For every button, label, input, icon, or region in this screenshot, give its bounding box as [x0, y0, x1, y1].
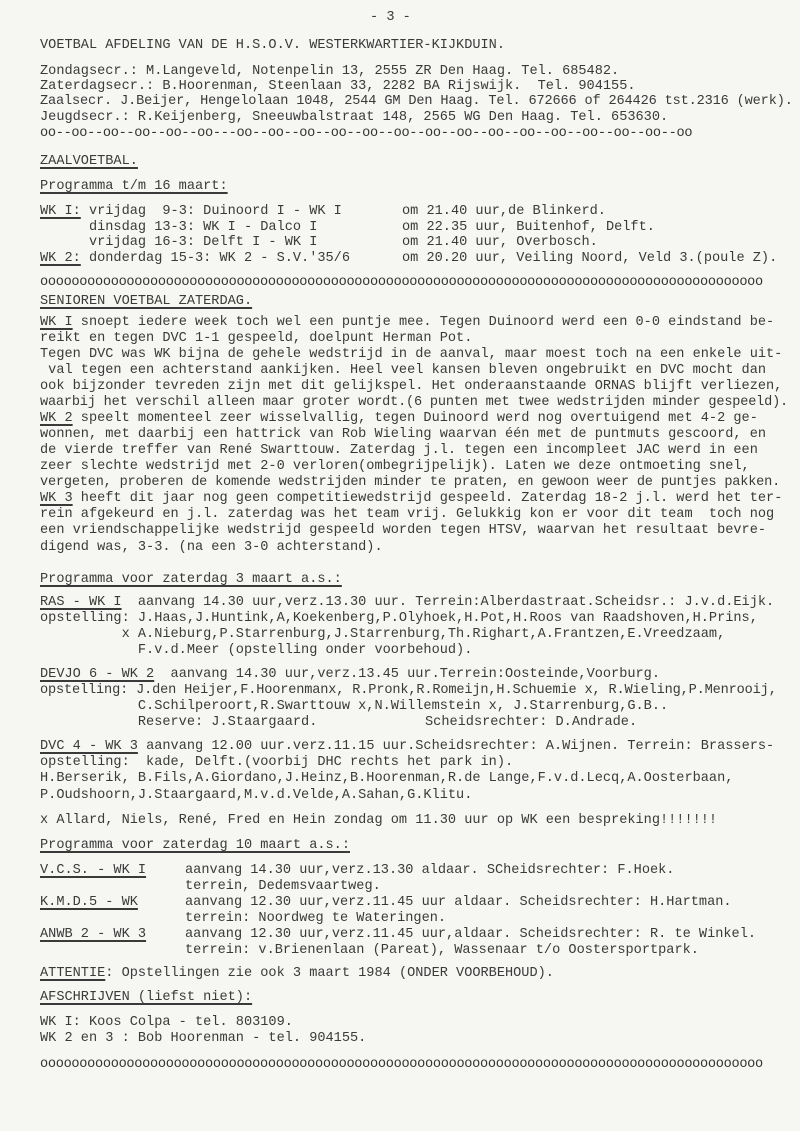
contact-line: Zondagsecr.: M.Langeveld, Notenpelin 13, 2555 ZR Den Haag. Tel. 685482.	[40, 64, 620, 79]
match-detail: terrein: Noordweg te Wateringen.	[185, 911, 447, 926]
section-heading-senioren: SENIOREN VOETBAL ZATERDAG.	[40, 294, 253, 309]
report-line: zeer slechte wedstrijd met 2-0 verloren(ombegrijpelijk). Laten we deze ontmoeting snel,	[40, 459, 750, 474]
report-line: vergeten, proberen de komende wedstrijden minder te praten, en gewoon weer de puntjes pakken.	[40, 475, 781, 490]
reserve-line: Reserve: J.Staargaard. Scheidsrechter: D.Andrade.	[40, 715, 638, 730]
program-heading: Programma t/m 16 maart:	[40, 179, 228, 194]
contact-line: Jeugdsecr.: R.Keijenberg, Sneeuwbalstraat 148, 2565 WG Den Haag. Tel. 653630.	[40, 110, 669, 125]
separator: oooooooooooooooooooooooooooooooooooooooooooooooooooooooooooooooooooooooooooooooooooooooooooo	[40, 1057, 763, 1072]
contact-line: Zaalsecr. J.Beijer, Hengelolaan 1048, 2544 GM Den Haag. Tel. 672666 of 264426 tst.2316 (werk).	[40, 94, 793, 109]
contact-line: WK 2 en 3 : Bob Hoorenman - tel. 904155.	[40, 1031, 367, 1046]
report-line: reikt en tegen DVC 1-1 gespeeld, doelpunt Herman Pot.	[40, 331, 473, 346]
separator: oo--oo--oo--oo--oo--oo---oo--oo--oo--oo--oo--oo--oo--oo--oo--oo--oo--oo--oo--oo--oo	[40, 126, 693, 141]
lineup-line: x A.Nieburg,P.Starrenburg,J.Starrenburg,Th.Righart,A.Frantzen,E.Vreedzaam,	[40, 627, 726, 642]
lineup-line: opstelling: J.Haas,J.Huntink,A,Koekenberg,P.Olyhoek,H.Pot,H.Roos van Raadshoven,H.Prins,	[40, 611, 758, 626]
document-title: VOETBAL AFDELING VAN DE H.S.O.V. WESTERKWARTIER-KIJKDUIN.	[40, 38, 505, 53]
lineup-line: opstelling: J.den Heijer,F.Hoorenmanx, R.Pronk,R.Romeijn,H.Schuemie x, R.Wieling,P.Menrooij,	[40, 683, 777, 698]
report-line: WK 2 speelt momenteel zeer wisselvallig, tegen Duinoord werd nog overtuigend met 4-2 ge-	[40, 411, 758, 426]
meeting-note: x Allard, Niels, René, Fred en Hein zondag om 11.30 uur op WK een bespreking!!!!!!!	[40, 813, 718, 828]
report-line: ook bijzonder tevreden zijn met dit gelijkspel. Het onderaanstaande ORNAS blijft verliezen,	[40, 379, 783, 394]
page-number: - 3 -	[370, 10, 411, 25]
lineup-line: P.Oudshoorn,J.Staargaard,M.v.d.Velde,A.Sahan,G.Klitu.	[40, 788, 473, 803]
program-heading: Programma voor zaterdag 3 maart a.s.:	[40, 572, 342, 587]
attention-note: ATTENTIE: Opstellingen zie ook 3 maart 1984 (ONDER VOORBEHOUD).	[40, 966, 554, 981]
contact-line: Zaterdagsecr.: B.Hoorenman, Steenlaan 33, 2282 BA Rijswijk. Tel. 904155.	[40, 79, 636, 94]
schedule-row: dinsdag 13-3: WK I - Dalco I om 22.35 uur, Buitenhof, Delft.	[40, 220, 655, 235]
match-detail: terrein, Dedemsvaartweg.	[185, 879, 381, 894]
report-line: waarbij het verschil alleen maar groter wordt.(6 punten met twee wedstrijden minder gespeeld).	[40, 395, 789, 410]
lineup-line: opstelling: kade, Delft.(voorbij DHC rechts het park in).	[40, 755, 514, 770]
match-detail: terrein: v.Brienenlaan (Pareat), Wassenaar t/o Oostersportpark.	[185, 943, 699, 958]
report-line: wonnen, met daarbij een hattrick van Rob Wieling waarvan één met de puntmuts gescoord, en	[40, 427, 767, 442]
report-line: val tegen een achterstand aankijken. Heel veel kansen bleven ongebruikt en DVC mocht dan	[40, 363, 767, 378]
schedule-row: WK I: vrijdag 9-3: Duinoord I - WK I om 21.40 uur,de Blinkerd.	[40, 204, 606, 219]
report-line: Tegen DVC was WK bijna de gehele wedstrijd in de aanval, maar moest toch na een enkele uit-	[40, 347, 783, 362]
report-line: WK I snoept iedere week toch wel een puntje mee. Tegen Duinoord werd een 0-0 eindstand be-	[40, 315, 775, 330]
lineup-line: F.v.d.Meer (opstelling onder voorbehoud).	[40, 643, 473, 658]
separator: oooooooooooooooooooooooooooooooooooooooooooooooooooooooooooooooooooooooooooooooooooooooooooo	[40, 275, 763, 290]
report-line: WK 3 heeft dit jaar nog geen competitiewedstrijd gespeeld. Zaterdag 18-2 j.l. werd het ter-	[40, 491, 783, 506]
match-line: DVC 4 - WK 3 aanvang 12.00 uur.verz.11.15 uur.Scheidsrechter: A.Wijnen. Terrein: Brassers-	[40, 739, 775, 754]
match-line: RAS - WK I aanvang 14.30 uur,verz.13.30 uur. Terrein:Alberdastraat.Scheidsr.: J.v.d.Eijk.	[40, 595, 775, 610]
schedule-row: vrijdag 16-3: Delft I - WK I om 21.40 uur, Overbosch.	[40, 235, 598, 250]
schedule-row: WK 2: donderdag 15-3: WK 2 - S.V.'35/6 om 20.20 uur, Veiling Noord, Veld 3.(poule Z).	[40, 251, 778, 266]
afschrijven-heading: AFSCHRIJVEN (liefst niet):	[40, 990, 253, 1005]
report-line: de vierde treffer van René Swarttouw. Zaterdag j.l. tegen een incompleet JAC werd in een	[40, 443, 758, 458]
match-line: ANWB 2 - WK 3 aanvang 12.30 uur,verz.11.45 uur,aldaar. Scheidsrechter: R. te Winkel.	[40, 927, 757, 942]
program-heading: Programma voor zaterdag 10 maart a.s.:	[40, 838, 350, 853]
report-line: rein afgekeurd en j.l. zaterdag was het team vrij. Gelukkig kon er voor dit team toch nog	[40, 507, 775, 522]
contact-line: WK I: Koos Colpa - tel. 803109.	[40, 1015, 293, 1030]
match-line: V.C.S. - WK I aanvang 14.30 uur,verz.13.30 aldaar. SCheidsrechter: F.Hoek.	[40, 863, 675, 878]
section-heading-zaalvoetbal: ZAALVOETBAL.	[40, 154, 138, 169]
report-line: digend was, 3-3. (na een 3-0 achterstand).	[40, 540, 383, 555]
match-line: DEVJO 6 - WK 2 aanvang 14.30 uur,verz.13.45 uur.Terrein:Oosteinde,Voorburg.	[40, 667, 660, 682]
match-line: K.M.D.5 - WK aanvang 12.30 uur,verz.11.45 uur aldaar. Scheidsrechter: H.Hartman.	[40, 895, 732, 910]
report-line: een vriendschappelijke wedstrijd gespeeld worden tegen HTSV, waarvan het resultaat bevre-	[40, 523, 767, 538]
lineup-line: H.Berserik, B.Fils,A.Giordano,J.Heinz,B.Hoorenman,R.de Lange,F.v.d.Lecq,A.Oosterbaan,	[40, 771, 734, 786]
lineup-line: C.Schilperoort,R.Swarttouw x,N.Willemstein x, J.Starrenburg,G.B..	[40, 699, 669, 714]
